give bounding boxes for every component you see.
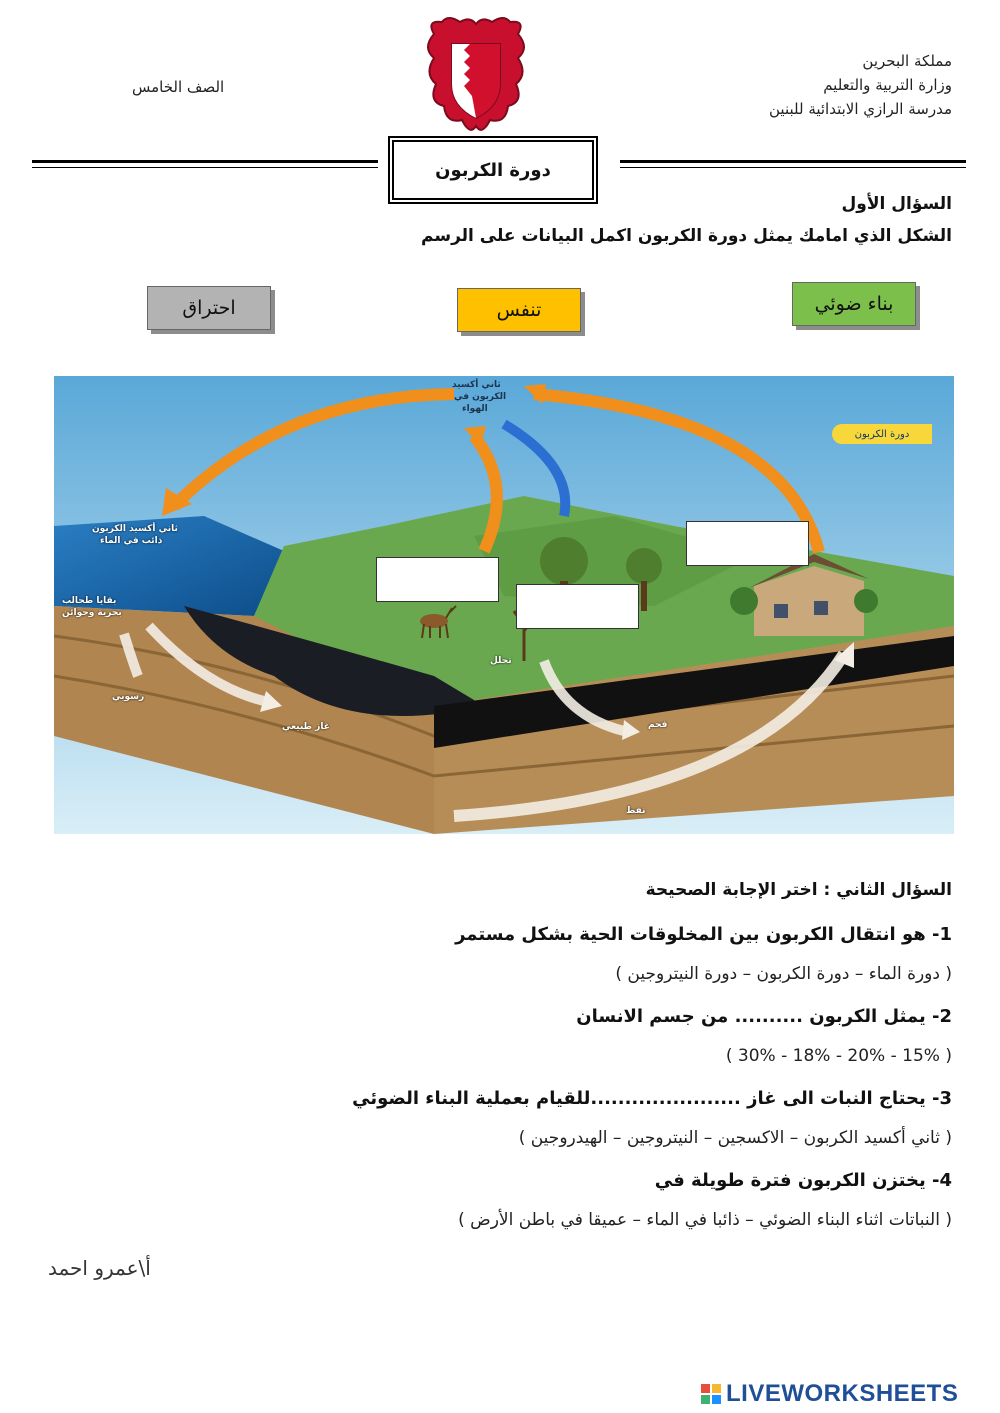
- q2-item-1: 1- هو انتقال الكربون بين المخلوقات الحية بشكل مستمر: [455, 924, 952, 945]
- q2-options-2[interactable]: ( 15% - 20% - 18% - 30% ): [725, 1046, 952, 1066]
- q2-item-3: 3- يحتاج النبات الى غاز ......................للقيام بعملية البناء الضوئي: [352, 1088, 952, 1109]
- answer-box-combustion[interactable]: [686, 521, 809, 566]
- label-marine-line1: بقايا طحالب: [62, 596, 117, 606]
- label-water-co2-line2: ذائب في الماء: [100, 536, 163, 546]
- answer-box-respiration[interactable]: [376, 557, 499, 602]
- q2-heading: السؤال الثاني : اختر الإجابة الصحيحة: [645, 880, 952, 900]
- label-air-co2-line3: الهواء: [462, 404, 488, 414]
- label-sediment: رسوبي: [112, 692, 145, 702]
- label-air-co2-line1: ثاني أكسيد: [452, 380, 501, 390]
- footer-brand-text: LIVEWORKSHEETS: [726, 1380, 959, 1407]
- q2-item-2: 2- يمثل الكربون .......... من جسم الانسان: [576, 1006, 952, 1027]
- drag-option-respiration[interactable]: تنفس: [457, 288, 581, 332]
- q2-options-1[interactable]: ( دورة الماء – دورة الكربون – دورة النيتروجين ): [615, 964, 952, 984]
- header-rule-left-thin: [32, 167, 378, 168]
- header-ministry: وزارة التربية والتعليم: [823, 76, 952, 94]
- header-rule-left: [32, 160, 378, 163]
- q2-options-3[interactable]: ( ثاني أكسيد الكربون – الاكسجين – النيتروجين – الهيدروجين ): [518, 1128, 952, 1148]
- label-decay: تحلل: [490, 656, 512, 666]
- footer-brand: [700, 1380, 958, 1408]
- q1-instruction: الشكل الذي امامك يمثل دورة الكربون اكمل البيانات على الرسم: [421, 226, 952, 246]
- header-school: مدرسة الرازي الابتدائية للبنين: [769, 100, 952, 118]
- author-signature: أ\عمرو احمد: [48, 1256, 151, 1280]
- drag-option-combustion[interactable]: احتراق: [147, 286, 271, 330]
- label-coal: فحم: [648, 720, 668, 730]
- label-air-co2-line2: الكربون في: [454, 392, 507, 402]
- q2-item-4: 4- يختزن الكربون فترة طويلة في: [654, 1170, 952, 1191]
- q2-options-4[interactable]: ( النباتات اثناء البناء الضوئي – ذائبا في الماء – عميقا في باطن الأرض ): [458, 1210, 952, 1230]
- q1-heading: السؤال الأول: [841, 194, 952, 214]
- header-grade: الصف الخامس: [132, 78, 225, 96]
- label-water-co2-line1: ثاني أكسيد الكربون: [92, 524, 178, 534]
- page-title: دورة الكربون: [392, 140, 594, 200]
- label-oil: نفط: [626, 806, 646, 816]
- bahrain-emblem-icon: [420, 14, 532, 136]
- answer-box-photosynthesis[interactable]: [516, 584, 639, 629]
- label-natural-gas: غاز طبيعي: [282, 722, 330, 732]
- header-rule-right: [620, 160, 966, 163]
- diagram-badge: دورة الكربون: [832, 424, 932, 444]
- liveworksheets-logo-icon: [700, 1383, 722, 1405]
- carbon-cycle-diagram: [54, 376, 954, 834]
- drag-option-photosynthesis[interactable]: بناء ضوئي: [792, 282, 916, 326]
- header-rule-right-thin: [620, 167, 966, 168]
- carbon-cycle-illustration: [54, 376, 954, 834]
- label-marine-line2: بحرية وحوائن: [62, 608, 122, 618]
- header-country: مملكة البحرين: [862, 52, 952, 70]
